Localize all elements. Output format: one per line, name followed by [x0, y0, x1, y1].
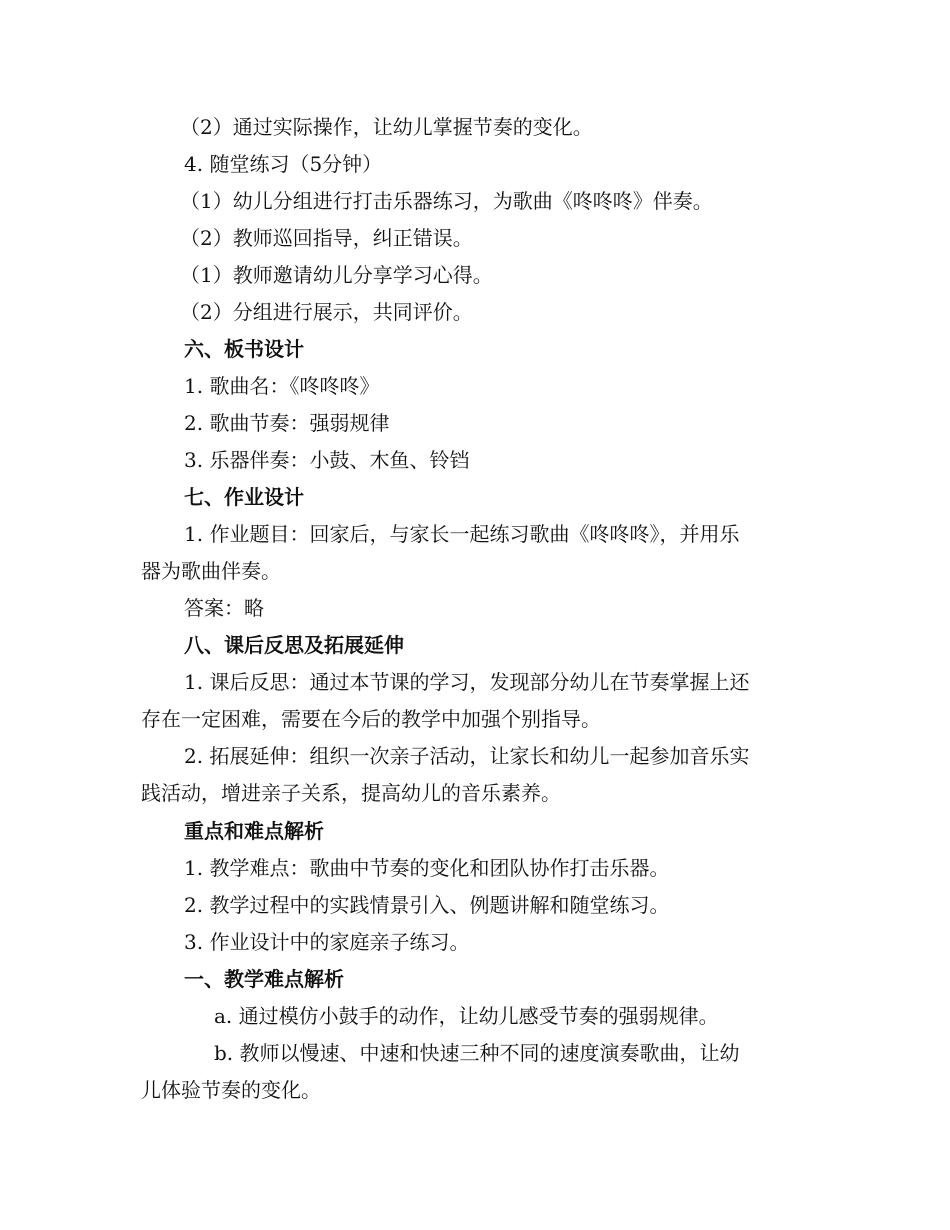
list-item: 3. 乐器伴奏：小鼓、木鱼、铃铛: [184, 448, 470, 472]
paragraph-line: （2）通过实际操作，让幼儿掌握节奏的变化。: [180, 115, 593, 139]
paragraph-line: （1）幼儿分组进行打击乐器练习，为歌曲《咚咚咚》伴奏。: [180, 189, 713, 213]
list-item: 3. 作业设计中的家庭亲子练习。: [184, 930, 470, 954]
list-item: 1. 作业题目：回家后，与家长一起练习歌曲《咚咚咚》，并用乐: [184, 522, 740, 546]
list-item: 2. 歌曲节奏：强弱规律: [184, 411, 390, 435]
list-item: b. 教师以慢速、中速和快速三种不同的速度演奏歌曲，让幼: [214, 1041, 740, 1065]
list-item-heading: 4. 随堂练习（5分钟）: [184, 152, 383, 176]
list-item: 1. 歌曲名：《咚咚咚》: [184, 374, 380, 398]
paragraph-line: （2）分组进行展示，共同评价。: [180, 300, 473, 324]
paragraph-line: 存在一定困难，需要在今后的教学中加强个别指导。: [141, 707, 601, 731]
section-heading: 六、板书设计: [184, 337, 304, 361]
section-heading: 一、教学难点解析: [184, 967, 344, 991]
list-item: 2. 拓展延伸：组织一次亲子活动，让家长和幼儿一起参加音乐实: [184, 744, 750, 768]
paragraph-line: 儿体验节奏的变化。: [141, 1078, 321, 1102]
section-heading: 七、作业设计: [184, 485, 304, 509]
list-item: 1. 教学难点：歌曲中节奏的变化和团队协作打击乐器。: [184, 856, 670, 880]
list-item: 1. 课后反思：通过本节课的学习，发现部分幼儿在节奏掌握上还: [184, 670, 750, 694]
list-item: a. 通过模仿小鼓手的动作，让幼儿感受节奏的强弱规律。: [214, 1004, 719, 1028]
section-heading: 八、课后反思及拓展延伸: [184, 633, 404, 657]
paragraph-line: 器为歌曲伴奏。: [141, 559, 281, 583]
section-heading: 重点和难点解析: [184, 819, 324, 843]
paragraph-line: 践活动，增进亲子关系，提高幼儿的音乐素养。: [141, 781, 561, 805]
paragraph-line: （1）教师邀请幼儿分享学习心得。: [180, 263, 493, 287]
paragraph-line: （2）教师巡回指导，纠正错误。: [180, 226, 473, 250]
list-item: 2. 教学过程中的实践情景引入、例题讲解和随堂练习。: [184, 893, 670, 917]
paragraph-line: 答案：略: [184, 596, 264, 620]
